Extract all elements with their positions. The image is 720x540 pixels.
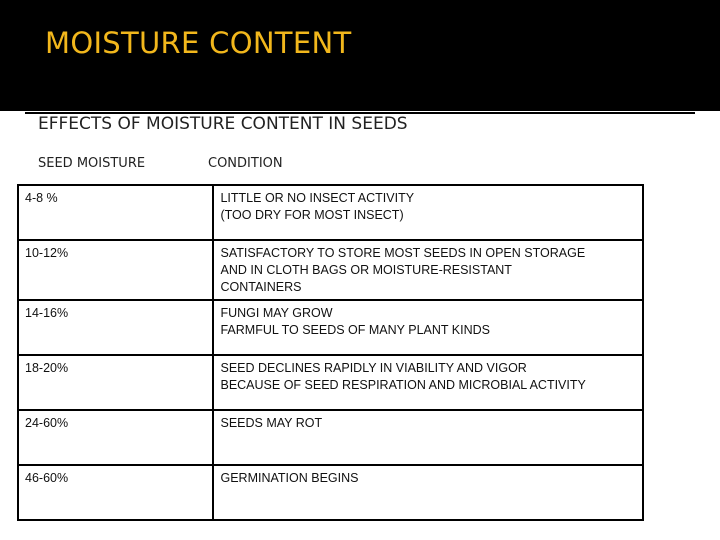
condition-cell	[213, 300, 643, 355]
moisture-cell: 24-60%	[18, 410, 213, 465]
table-row	[18, 185, 643, 240]
moisture-cell: 14-16%	[18, 300, 213, 355]
condition-line: SEEDS MAY ROT	[220, 416, 323, 430]
condition-line: AND IN CLOTH BAGS OR MOISTURE-RESISTANT	[220, 263, 512, 277]
column-header-seed-moisture: SEED MOISTURE	[38, 156, 146, 171]
condition-line: SEED DECLINES RAPIDLY IN VIABILITY AND VIGOR	[220, 361, 527, 375]
condition-line: CONTAINERS	[220, 280, 302, 294]
condition-line: LITTLE OR NO INSECT ACTIVITY	[220, 191, 415, 205]
column-header-condition: CONDITION	[208, 156, 283, 171]
condition-line: (TOO DRY FOR MOST INSECT)	[220, 208, 404, 222]
moisture-cell: 46-60%	[18, 465, 213, 520]
condition-cell	[213, 410, 643, 465]
condition-cell	[213, 185, 643, 240]
condition-cell	[213, 355, 643, 410]
page-title: MOISTURE CONTENT	[45, 26, 352, 60]
condition-cell	[213, 465, 643, 520]
page-subtitle: EFFECTS OF MOISTURE CONTENT IN SEEDS	[38, 114, 408, 134]
table-row	[18, 300, 643, 355]
condition-line: GERMINATION BEGINS	[220, 471, 359, 485]
condition-cell	[213, 240, 643, 300]
moisture-cell: 4-8 %	[18, 185, 213, 240]
condition-line: BECAUSE OF SEED RESPIRATION AND MICROBIAL ACTIVITY	[220, 378, 586, 392]
table-row	[18, 240, 643, 300]
condition-line: FUNGI MAY GROW	[220, 306, 333, 320]
condition-line: FARMFUL TO SEEDS OF MANY PLANT KINDS	[220, 323, 490, 337]
table-row	[18, 465, 643, 520]
moisture-cell: 18-20%	[18, 355, 213, 410]
condition-line: SATISFACTORY TO STORE MOST SEEDS IN OPEN STORAGE	[220, 246, 586, 260]
moisture-cell: 10-12%	[18, 240, 213, 300]
table-row	[18, 355, 643, 410]
table-row	[18, 410, 643, 465]
moisture-table	[17, 184, 644, 521]
